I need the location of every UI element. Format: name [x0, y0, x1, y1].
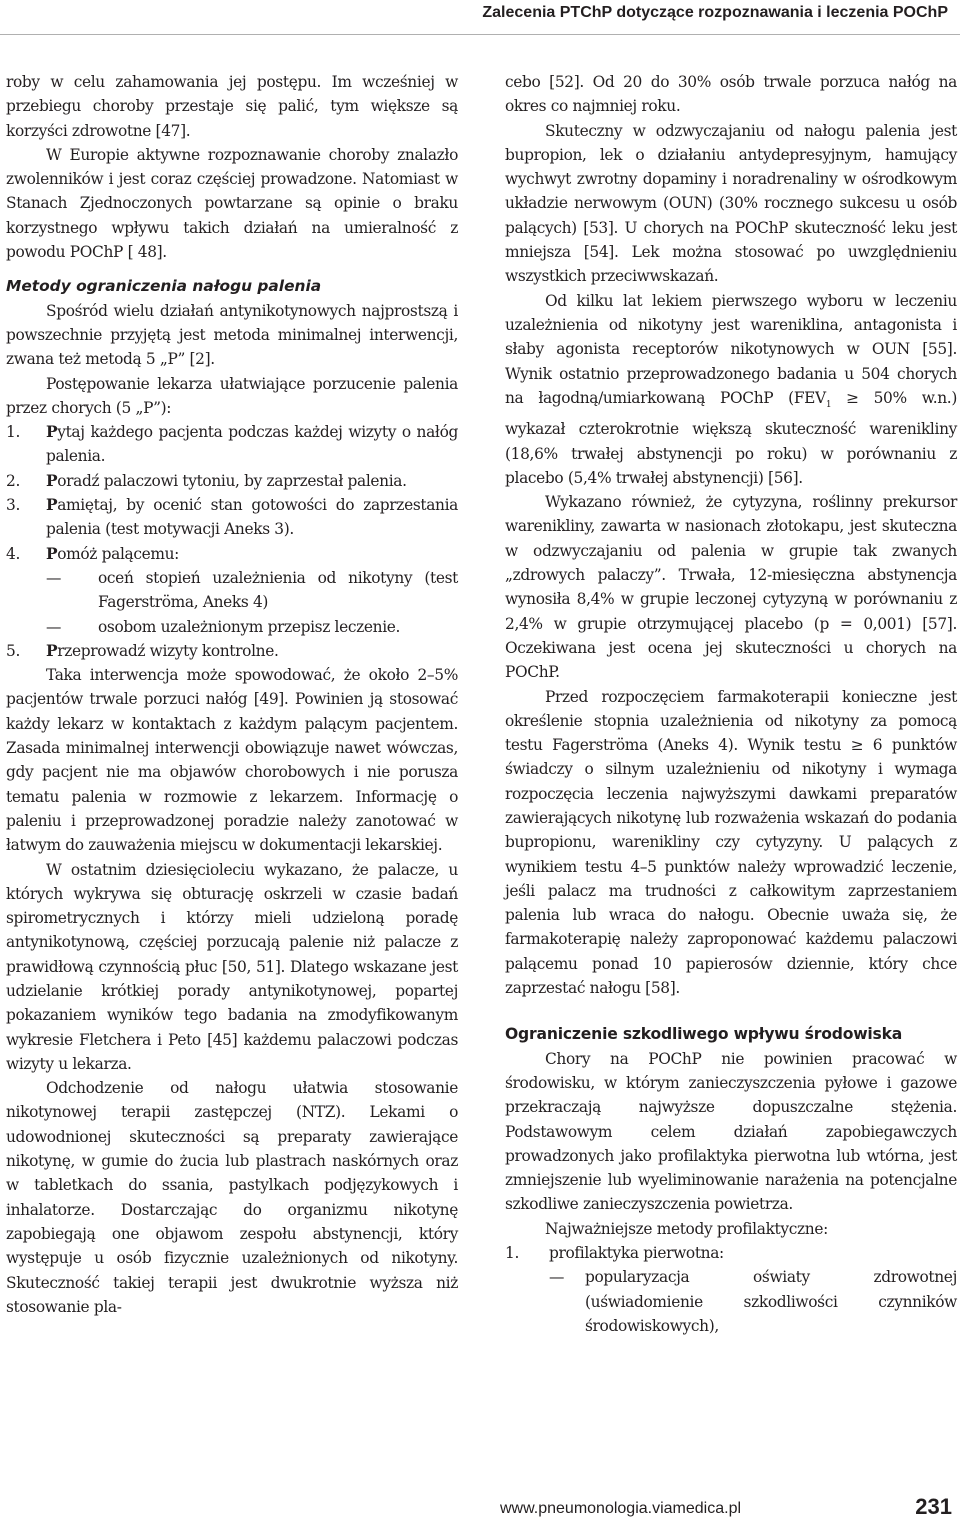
list-number: 1.: [505, 1244, 519, 1263]
paragraph: Wykazano również, że cytyzyna, roślinny prekursor warenikliny, zawarta w nasionach złotokapu, jest skuteczna w odzwyczajaniu od palenia w grupie tak zwanych „zdrowych palaczy”. Trwała, 12-miesięczna abstynencja wynosiła 8,4% w grupie leczonej cytyzyną w porównaniu z 2,4% w grupie otrzymującej placebo (p = 0,001) [57]. Oczekiwana jest ocena jej skuteczności u chorych na POChP.: [505, 493, 957, 682]
paragraph: Chory na POChP nie powinien pracować w środowisku, w którym zanieczyszczenia pyłowe i gazowe przekraczają najwyższe dopuszczalne stężenia. Podstawowym celem działań zapobiegawczych prowadzonych jako profilaktyka pierwotna lub wtórna, jest zmniejszenie lub wyeliminowanie narażenia na potencjalne szkodliwe zanieczyszczenia powietrza.: [505, 1049, 957, 1214]
five-p-list: [6, 420, 458, 566]
list-text: Pytaj każdego pacjenta podczas każdej wizyty o nałóg palenia.: [46, 423, 458, 466]
paragraph: W Europie aktywne rozpoznawanie choroby znalazło zwolenników i jest coraz częściej prowadzone. Natomiast w Stanach Zjednoczonych powtarzane są opinie o braku korzystnego wpływu takich działań na umieralność z powodu POChP [ 48].: [6, 145, 458, 262]
list-item: [6, 420, 458, 469]
dash-bullet: —: [549, 1268, 565, 1287]
footer-url: www.pneumonologia.viamedica.pl: [500, 1500, 742, 1517]
paragraph: W ostatnim dziesięcioleciu wykazano, że palacze, u których wykrywa się obturację oskrzeli w czasie badań spirometrycznych i którzy mieli udzieloną poradę antynikotynową, częściej porzucają palenie niż palacze z prawidłową czynnością płuc [50, 51]. Dlatego wskazane jest udzielanie krótkiej porady antynikotynowej, popartej pokazaniem wyników tego badania na zmodyfikowanym wykresie Fletchera i Peto [45] każdemu palaczowi podczas wizyty u lekarza.: [6, 860, 458, 1073]
running-title: Zalecenia PTChP dotyczące rozpoznawania i leczenia POChP: [482, 4, 948, 21]
five-p-list-end: [6, 639, 458, 663]
list-number: 5.: [6, 641, 20, 660]
list-number: 4.: [6, 544, 20, 563]
list-number: 2.: [6, 471, 20, 490]
paragraph: Przed rozpoczęciem farmakoterapii konieczne jest określenie stopnia uzależnienia od nikotyny za pomocą testu Fagerströma (Aneks 4). Wynik testu ≥ 6 punktów świadczy o silnym uzależnieniu od nikotyny i wymaga rozpoczęcia leczenia najwyższymi dawkami preparatów zawierających nikotynę lub rozważenia wskazań do podania bupropionu, warenikliny czy cytyzyny. U palących z wynikiem testu 4–5 punktów należy wprowadzić leczenie, jeśli palacz ma trudności z całkowitym zaprzestaniem palenia lub wraca do nałogu. Obecnie uważa się, że farmakoterapię należy zaproponować każdemu palaczowi palącemu ponad 10 papierosów dziennie, który chce zaprzestać nałogu [58].: [505, 687, 957, 998]
dash-list-text: popularyzacja oświaty zdrowotnej (uświadomienie szkodliwości czynników środowiskowych),: [585, 1268, 957, 1335]
list-item: [6, 542, 458, 566]
paragraph: Postępowanie lekarza ułatwiające porzucenie palenia przez chorych (5 „P”):: [6, 374, 458, 417]
list-text: profilaktyka pierwotna:: [549, 1244, 724, 1263]
page-number: 231: [915, 1494, 952, 1519]
list-text: Pomóż palącemu:: [46, 544, 180, 563]
dash-list-text: osobom uzależnionym przepisz leczenie.: [98, 617, 401, 636]
dash-list-item: [505, 1265, 957, 1338]
list-item: [6, 639, 458, 663]
list-number: 1.: [6, 423, 20, 442]
paragraph: Odchodzenie od nałogu ułatwia stosowanie nikotynowej terapii zastępczej (NTZ). Lekami o udowodnionej skuteczności są preparaty zawierające nikotynę, w gumie do żucia lub plastrach naskórnych oraz w tabletkach do ssania, pastylkach podjęzykowych i inhalatorze. Dostarczając do organizmu nikotynę zapobiegają one objawom zespołu abstynencji, który występuje u osób fizycznie uzależnionych od nikotyny. Skuteczność takiej terapii jest dwukrotnie wyższa niż stosowanie pla-: [6, 1079, 458, 1316]
paragraph: Najważniejsze metody profilaktyczne:: [545, 1219, 828, 1238]
dash-bullet: —: [46, 617, 62, 636]
header-rule: [0, 34, 960, 35]
paragraph: Od kilku lat lekiem pierwszego wyboru w leczeniu uzależnienia od nikotyny jest wareniklina, antagonista i słaby agonista receptorów nikotynowych w OUN [55]. Wynik ostatnio przeprowadzonego badania u 504 chorych na łagodną/umiarkowaną POChP ($FEV_1 \ge 50\%$ w.n.) wykazał czterokrotnie większą skuteczność warenikliny (18,6% trwałej abstynencji po roku) w porównaniu z placebo (5,4% trwałej abstynencji) [56].: [505, 291, 957, 487]
list-item: [505, 1241, 957, 1265]
list-item: [6, 493, 458, 542]
section-heading: Ograniczenie szkodliwego wpływu środowiska: [505, 1025, 903, 1044]
list-text: Pamiętaj, by ocenić stan gotowości do zaprzestania palenia (test motywacji Aneks 3).: [46, 496, 458, 539]
paragraph: Skuteczny w odzwyczajaniu od nałogu palenia jest bupropion, lek o działaniu antydepresyjnym, hamujący wychwyt zwrotny dopaminy i noradrenaliny w ośrodkowym układzie nerwowym (OUN) (30% rocznego sukcesu u osób palących) [53]. U chorych na POChP skuteczność leku jest mniejsza [54]. Lek można stosować po uwzględnieniu wszystkich przeciwwskazań.: [505, 121, 957, 286]
list-text: Przeprowadź wizyty kontrolne.: [46, 641, 279, 660]
dash-list-text: oceń stopień uzależnienia od nikotyny (test Fagerströma, Aneks 4): [98, 568, 458, 612]
paragraph: Spośród wielu działań antynikotynowych najprostszą i powszechnie przyjętą jest metoda minimalnej interwencji, zwana też metodą 5 „P” [2].: [6, 301, 458, 369]
list-text: Poradź palaczowi tytoniu, by zaprzestał palenia.: [46, 471, 407, 490]
dash-bullet: —: [46, 568, 62, 587]
subheading: Metody ograniczenia nałogu palenia: [6, 277, 322, 296]
dash-list-item: [6, 566, 458, 615]
paragraph: Taka interwencja może spowodować, że około 2–5% pacjentów trwale porzuci nałóg [49]. Powinien ją stosować każdy lekarz w kontaktach z każdym palącym pacjentem. Zasada minimalnej interwencji obowiązuje nawet wówczas, gdy pacjent nie ma objawów chorobowych i nie porusza tematu palenia w rozmowie z lekarzem. Informację o paleniu i przeprowadzonej poradzie należy zanotować w łatwym do zauważenia miejscu w dokumentacji lekarskiej.: [6, 666, 458, 855]
list-number: 3.: [6, 496, 20, 515]
left-column: [6, 70, 458, 1319]
dash-list-item: [6, 615, 458, 639]
paragraph: roby w celu zahamowania jej postępu. Im wcześniej w przebiegu choroby przestaje się palić, tym większe są korzyści zdrowotne [47].: [6, 73, 458, 140]
paragraph: cebo [52]. Od 20 do 30% osób trwale porzuca nałóg na okres co najmniej roku.: [505, 73, 957, 116]
list-item: [6, 469, 458, 493]
right-column: [505, 70, 957, 1338]
running-header: [0, 0, 960, 36]
